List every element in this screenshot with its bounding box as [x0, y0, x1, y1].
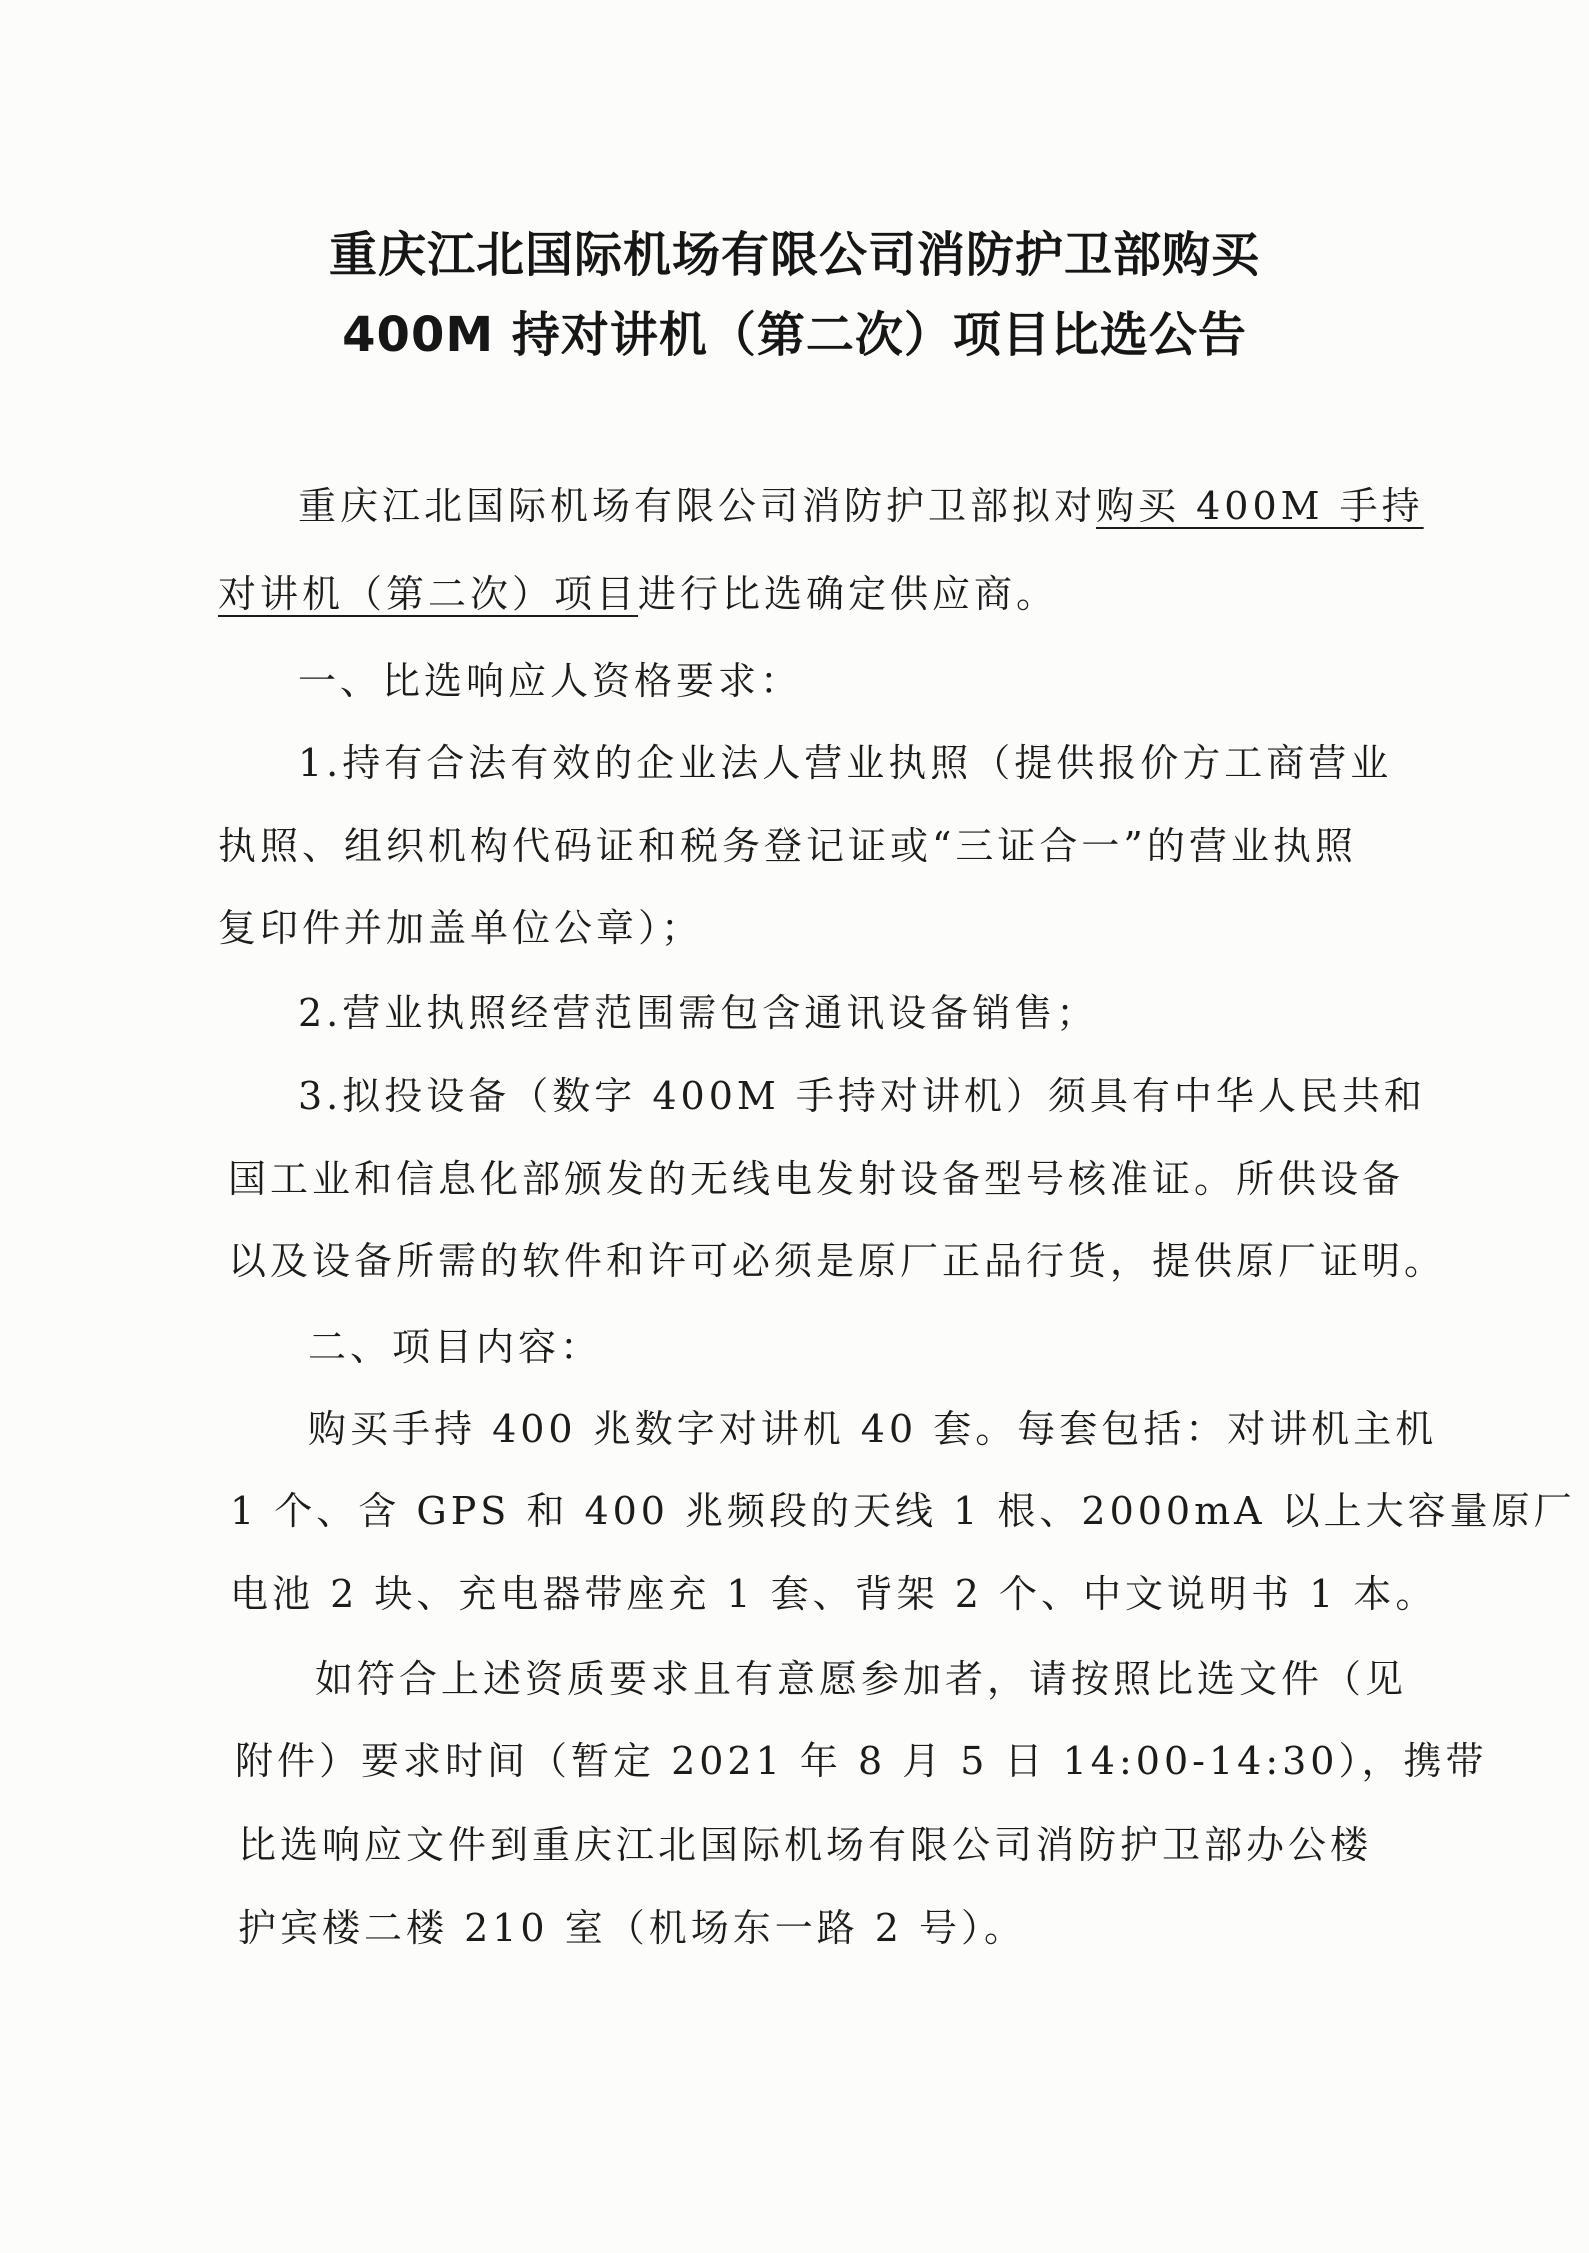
qualification-item-1-line-3: 复印件并加盖单位公章）；: [218, 906, 704, 950]
project-name-underlined: 购买 400M 手持: [1096, 484, 1424, 528]
intro-text: 进行比选确定供应商。: [638, 572, 1059, 616]
qualification-item-3-line-3: 以及设备所需的软件和许可必须是原厂正品行货，提供原厂证明。: [228, 1239, 1447, 1283]
project-name-underlined: 对讲机（第二次）项目: [218, 572, 639, 616]
intro-line-2: [218, 563, 1058, 618]
closing-line-2: 附件）要求时间（暂定 2021 年 8 月 5 日 14:00-14:30），携带: [235, 1739, 1488, 1783]
project-content-line-3: 电池 2 块、充电器带座充 1 套、背架 2 个、中文说明书 1 本。: [230, 1572, 1438, 1616]
qualification-item-1-line-1: 1.持有合法有效的企业法人营业执照（提供报价方工商营业: [298, 741, 1393, 785]
project-content-line-1: 购买手持 400 兆数字对讲机 40 套。每套包括：对讲机主机: [308, 1407, 1438, 1451]
document-title-line-1: 重庆江北国际机场有限公司消防护卫部购买: [328, 227, 1260, 283]
qualification-item-3-line-2: 国工业和信息化部颁发的无线电发射设备型号核准证。所供设备: [228, 1157, 1405, 1201]
intro-line-1: [298, 475, 1424, 530]
closing-line-3: 比选响应文件到重庆江北国际机场有限公司消防护卫部办公楼: [238, 1823, 1373, 1867]
project-content-line-2: 1 个、含 GPS 和 400 兆频段的天线 1 根、2000mA 以上大容量原厂: [230, 1489, 1576, 1533]
closing-line-4: 护宾楼二楼 210 室（机场东一路 2 号）。: [238, 1906, 1027, 1950]
qualification-item-1-line-2: 执照、组织机构代码证和税务登记证或“三证合一”的营业执照: [218, 824, 1357, 868]
document-title-line-2: 400M 持对讲机（第二次）项目比选公告: [342, 307, 1247, 363]
intro-text: 重庆江北国际机场有限公司消防护卫部拟对: [298, 484, 1097, 528]
section-heading-qualifications: 一、比选响应人资格要求：: [298, 659, 803, 703]
closing-line-1: 如符合上述资质要求且有意愿参加者，请按照比选文件（见: [315, 1657, 1408, 1701]
section-heading-project-content: 二、项目内容：: [308, 1325, 603, 1369]
qualification-item-3-line-1: 3.拟投设备（数字 400M 手持对讲机）须具有中华人民共和: [298, 1074, 1426, 1118]
qualification-item-2: 2.营业执照经营范围需包含通讯设备销售；: [298, 991, 1099, 1035]
